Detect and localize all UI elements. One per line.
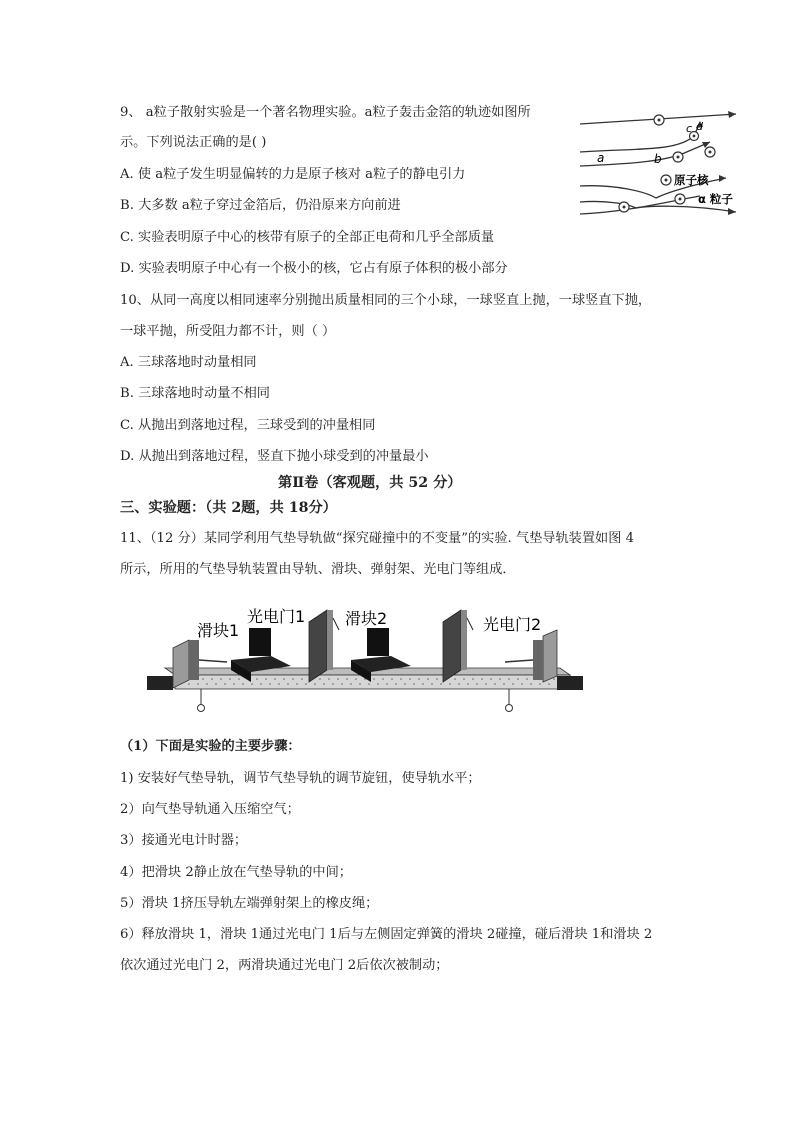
q11-step-6-cont: 依次通过光电门 2，两滑块通过光电门 2后依次被制动； <box>120 958 449 973</box>
nucleus-label: 原子核 <box>674 173 709 187</box>
q10-option-c: C. 从抛出到落地过程，三球受到的冲量相同 <box>120 418 376 433</box>
track-hole <box>454 678 456 680</box>
track-hole <box>400 678 402 680</box>
track-hole <box>355 678 357 680</box>
track-hole <box>467 683 469 685</box>
track-hole <box>476 683 478 685</box>
track-hole <box>436 678 438 680</box>
label-a: a <box>597 151 605 165</box>
track-hole <box>314 683 316 685</box>
track-hole <box>359 683 361 685</box>
label-gate2: 光电门2 <box>483 615 542 634</box>
track-hole <box>485 683 487 685</box>
track-hole <box>301 678 303 680</box>
track-hole <box>188 683 190 685</box>
track-hole <box>521 683 523 685</box>
track-hole <box>202 678 204 680</box>
track-hole <box>404 683 406 685</box>
q11-step-6: 6）释放滑块 1，滑块 1通过光电门 1后与左侧固定弹簧的滑块 2碰撞，碰后滑块 1和滑块 2 <box>120 927 653 942</box>
q11-step-1: 1) 安装好气垫导轨，调节气垫导轨的调节旋钮，使导轨水平； <box>120 771 481 786</box>
track-hole <box>215 683 217 685</box>
track-hole <box>346 678 348 680</box>
track-hole <box>256 678 258 680</box>
q11-step-4: 4）把滑块 2静止放在气垫导轨的中间； <box>120 865 352 880</box>
track-hole <box>332 683 334 685</box>
track-hole <box>229 678 231 680</box>
label-slider1: 滑块1 <box>197 621 240 640</box>
track-hole <box>220 678 222 680</box>
q10-option-d: D. 从抛出到落地过程，竖直下抛小球受到的冲量最小 <box>120 449 429 464</box>
track-hole <box>508 678 510 680</box>
track-hole <box>211 678 213 680</box>
q9-option-a: A. 使 a粒子发生明显偏转的力是原子核对 a粒子的静电引力 <box>120 167 466 182</box>
track-hole <box>341 683 343 685</box>
q11-steps-title: （1）下面是实验的主要步骤： <box>120 739 301 754</box>
track-hole <box>287 683 289 685</box>
track-hole <box>503 683 505 685</box>
q9-line2: 示。下列说法正确的是( ) <box>120 135 267 150</box>
track-hole <box>292 678 294 680</box>
track-hole <box>382 678 384 680</box>
track-hole <box>422 683 424 685</box>
track-hole <box>553 678 555 680</box>
q9-option-b: B. 大多数 a粒子穿过金箔后，仍沿原来方向前进 <box>120 198 401 213</box>
label-b: b <box>654 152 662 166</box>
track-hole <box>337 678 339 680</box>
track-hole <box>418 678 420 680</box>
air-track-figure <box>145 600 585 725</box>
track-hole <box>328 678 330 680</box>
q10-option-b: B. 三球落地时动量不相同 <box>120 386 270 401</box>
track-hole <box>526 678 528 680</box>
track-hole <box>449 683 451 685</box>
q11-line2: 所示，所用的气垫导轨装置由导轨、滑块、弹射架、光电门等组成． <box>120 562 516 577</box>
track-hole <box>490 678 492 680</box>
track-hole <box>409 678 411 680</box>
track-hole <box>539 683 541 685</box>
track-hole <box>377 683 379 685</box>
label-gate1: 光电门1 <box>247 607 306 626</box>
q10-line1: 10、从同一高度以相同速率分别抛出质量相同的三个小球，一球竖直上抛，一球竖直下抛， <box>120 293 652 308</box>
label-slider2: 滑块2 <box>345 609 388 628</box>
q11-line1: 11、（12 分）某同学利用气垫导轨做“探究碰撞中的不变量”的实验. 气垫导轨装置如图 4 <box>120 531 634 546</box>
section3-title: 三、实验题：（共 2题，共 18分） <box>120 500 337 516</box>
track-hole <box>296 683 298 685</box>
track-hole <box>463 678 465 680</box>
track-hole <box>391 678 393 680</box>
track-hole <box>260 683 262 685</box>
track-hole <box>472 678 474 680</box>
track-hole <box>278 683 280 685</box>
track-hole <box>350 683 352 685</box>
q10-option-a: A. 三球落地时动量相同 <box>120 355 257 370</box>
track-hole <box>530 683 532 685</box>
track-hole <box>323 683 325 685</box>
track-hole <box>548 683 550 685</box>
track-hole <box>517 678 519 680</box>
track-hole <box>373 678 375 680</box>
q11-step-2: 2）向气垫导轨通入压缩空气； <box>120 802 300 817</box>
track-hole <box>494 683 496 685</box>
label-d: d <box>696 120 703 133</box>
track-hole <box>242 683 244 685</box>
track-hole <box>481 678 483 680</box>
part2-title: 第Ⅱ卷（客观题，共 52 分） <box>278 475 462 491</box>
track-hole <box>197 683 199 685</box>
track-hole <box>251 683 253 685</box>
track-hole <box>386 683 388 685</box>
track-hole <box>413 683 415 685</box>
track-hole <box>458 683 460 685</box>
q11-step-5: 5）滑块 1挤压导轨左端弹射架上的橡皮绳； <box>120 896 379 911</box>
particle-label: α 粒子 <box>698 192 733 206</box>
q9-option-d: D. 实验表明原子中心有一个极小的核，它占有原子体积的极小部分 <box>120 261 508 276</box>
q10-line2: 一球平抛，所受阻力都不计，则（ ） <box>120 324 336 339</box>
track-hole <box>265 678 267 680</box>
alpha-scattering-figure <box>576 102 746 224</box>
track-hole <box>233 683 235 685</box>
label-c: c <box>686 122 693 135</box>
track-hole <box>238 678 240 680</box>
track-hole <box>305 683 307 685</box>
track-hole <box>319 678 321 680</box>
track-hole <box>431 683 433 685</box>
track-hole <box>512 683 514 685</box>
q11-step-3: 3）接通光电计时器； <box>120 833 248 848</box>
q9-line1: 9、 a粒子散射实验是一个著名物理实验。a粒子轰击金箔的轨迹如图所 <box>120 105 531 120</box>
track-hole <box>427 678 429 680</box>
track-hole <box>368 683 370 685</box>
track-hole <box>283 678 285 680</box>
track-hole <box>274 678 276 680</box>
track-hole <box>440 683 442 685</box>
track-hole <box>224 683 226 685</box>
q9-option-c: C. 实验表明原子中心的核带有原子的全部正电荷和几乎全部质量 <box>120 230 495 245</box>
track-hole <box>269 683 271 685</box>
track-hole <box>499 678 501 680</box>
track-hole <box>395 683 397 685</box>
track-hole <box>206 683 208 685</box>
